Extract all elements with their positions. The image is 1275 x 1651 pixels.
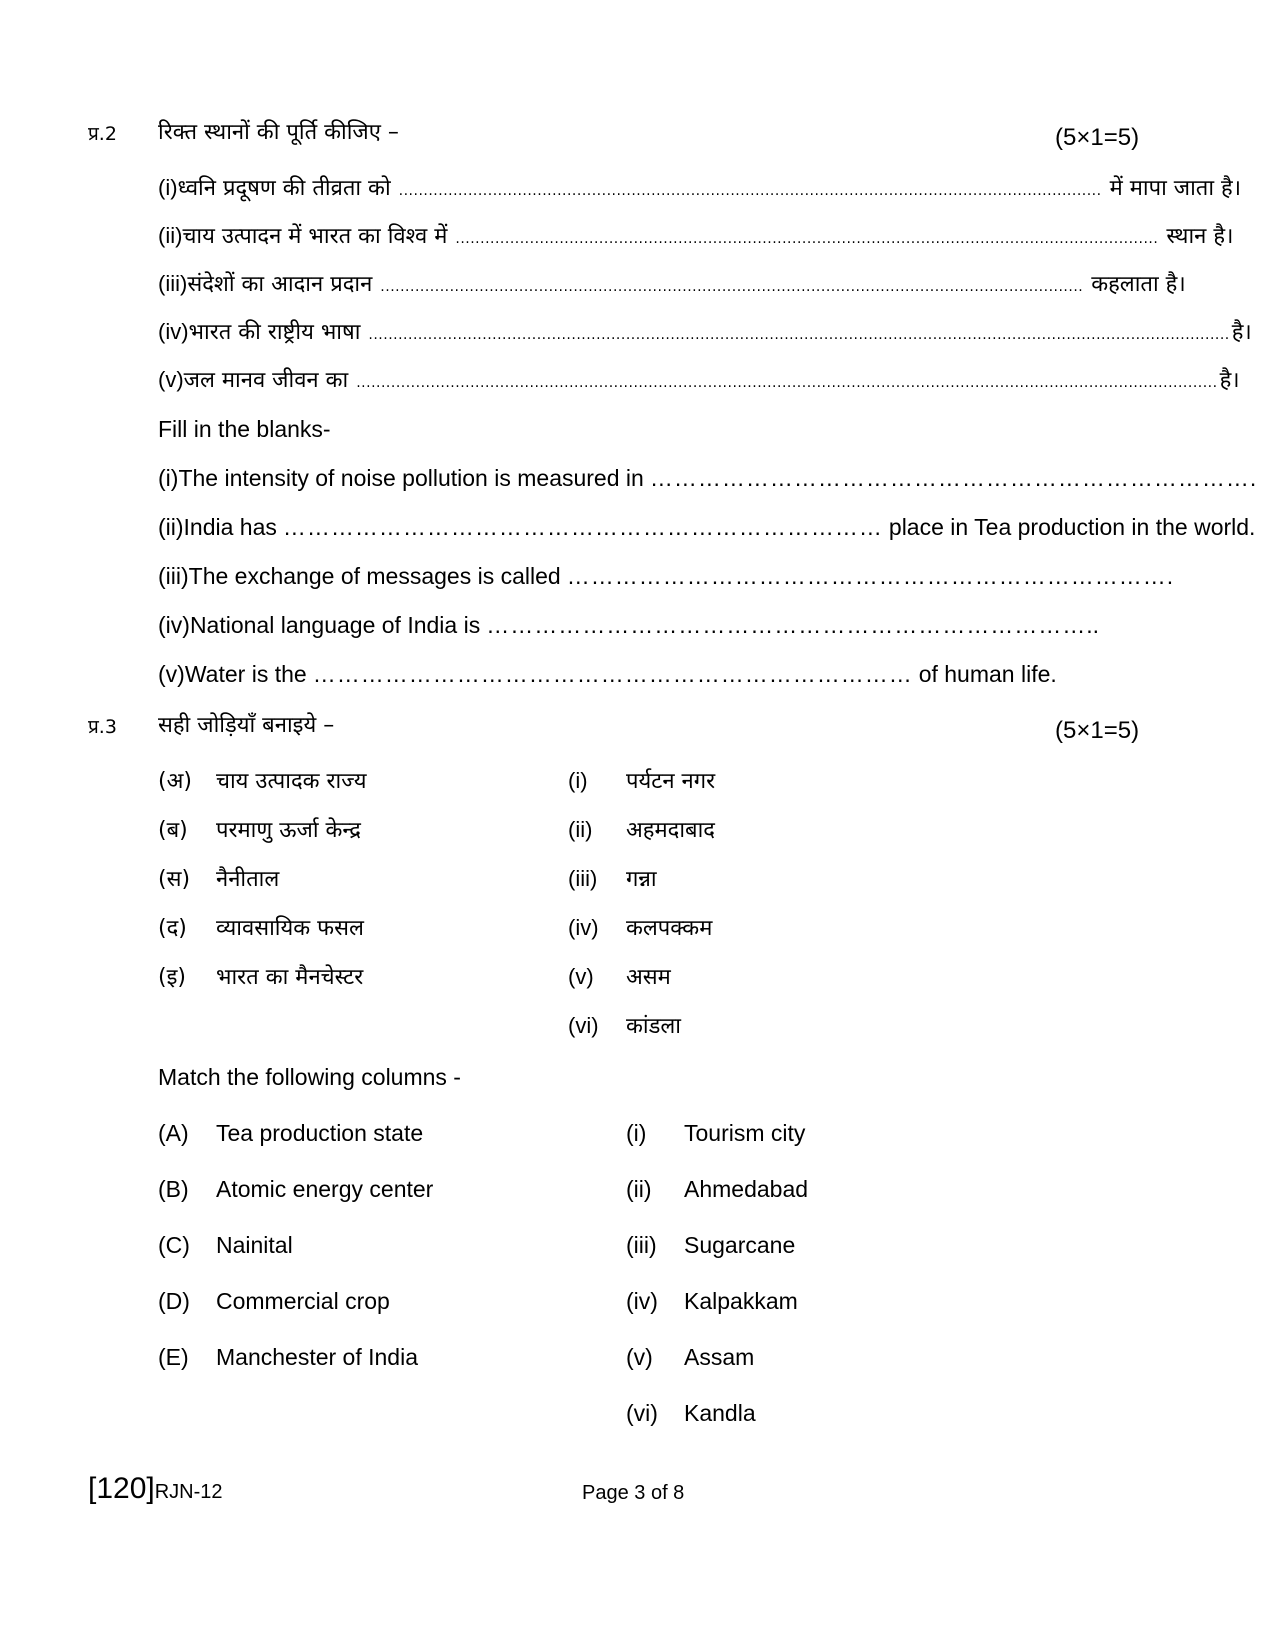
q2-number: प्र.2 xyxy=(88,123,117,145)
q2-hi-item xyxy=(158,364,1240,394)
match-right-hi-item xyxy=(568,863,657,893)
item-text-after: .. xyxy=(1086,612,1099,638)
q2-en-item xyxy=(158,612,1099,639)
blank-dots: ………………………………………………………………… xyxy=(282,514,883,540)
match-right-hi-item xyxy=(568,961,671,991)
item-number: (C) xyxy=(158,1232,190,1258)
item-number: (v) xyxy=(158,661,185,687)
item-number: (ब) xyxy=(158,818,188,843)
match-left-en-item xyxy=(158,1176,433,1203)
item-text: अहमदाबाद xyxy=(626,818,715,843)
item-text-before: India has xyxy=(183,514,277,540)
q2-hi-item xyxy=(158,220,1234,250)
item-number: (v) xyxy=(568,964,594,989)
match-left-hi-item xyxy=(158,863,279,893)
item-number: (v) xyxy=(626,1344,653,1370)
footer-code-small: RJN-12 xyxy=(154,1481,223,1503)
item-text-before: ध्वनि प्रदूषण की तीव्रता को xyxy=(177,176,391,201)
item-text: नैनीताल xyxy=(216,867,280,892)
item-text: पर्यटन नगर xyxy=(626,769,716,794)
item-number: (iv) xyxy=(158,319,189,344)
match-right-en-item xyxy=(626,1288,798,1315)
match-left-en-item xyxy=(158,1120,423,1147)
item-text-before: National language of India is xyxy=(189,612,481,638)
q3-number: प्र.3 xyxy=(88,716,117,738)
item-number: (ii) xyxy=(626,1176,652,1202)
item-text-after: है। xyxy=(1219,368,1240,393)
item-text-after: में मापा जाता है। xyxy=(1109,176,1242,201)
item-number: (iii) xyxy=(158,271,188,296)
item-text: परमाणु ऊर्जा केन्द्र xyxy=(216,818,361,843)
item-number: (vi) xyxy=(626,1400,658,1426)
q2-en-item xyxy=(158,661,1057,688)
item-text-before: संदेशों का आदान प्रदान xyxy=(187,272,373,297)
item-number: (iv) xyxy=(158,612,190,638)
item-text: व्यावसायिक फसल xyxy=(216,916,364,941)
item-text-after: of human life. xyxy=(918,661,1057,687)
item-text: Ahmedabad xyxy=(684,1176,809,1202)
item-text-after: स्थान है। xyxy=(1166,224,1234,249)
item-text-before: The intensity of noise pollution is measured in xyxy=(178,465,644,491)
item-text: Manchester of India xyxy=(216,1344,419,1370)
item-number: (iii) xyxy=(626,1232,657,1258)
blank-dots: ………………………………………………………………… xyxy=(486,612,1087,638)
blank-dots: ………………………………………………………………… xyxy=(649,465,1250,491)
q3-title-en: Match the following columns - xyxy=(158,1064,461,1090)
q2-title-en: Fill in the blanks- xyxy=(158,416,331,442)
item-number: (iv) xyxy=(568,915,599,940)
item-text-before: भारत की राष्ट्रीय भाषा xyxy=(188,320,361,345)
match-right-en-item xyxy=(626,1344,754,1371)
q2-en-item xyxy=(158,563,1174,590)
item-number: (स) xyxy=(158,867,191,892)
q3-title-hi: सही जोड़ियाँ बनाइये – xyxy=(158,713,335,738)
blank-dots: .............................................................................................................................................................................. xyxy=(368,327,1230,343)
item-text: Assam xyxy=(684,1344,755,1370)
match-left-en-item xyxy=(158,1288,390,1315)
item-number: (ii) xyxy=(568,817,593,842)
item-number: (A) xyxy=(158,1120,189,1146)
item-text-after: कहलाता है। xyxy=(1091,272,1186,297)
q2-marks: (5×1=5) xyxy=(1055,124,1140,151)
match-right-en-item xyxy=(626,1176,808,1203)
q2-en-item xyxy=(158,514,1256,541)
footer-code xyxy=(88,1472,223,1506)
match-right-en-item xyxy=(626,1400,756,1427)
item-text: कांडला xyxy=(626,1014,681,1039)
match-left-hi-item xyxy=(158,814,361,844)
match-left-en-item xyxy=(158,1232,293,1259)
match-right-hi-item xyxy=(568,765,715,795)
blank-dots: .............................................................................................................................................. xyxy=(380,279,1084,295)
item-number: (ii) xyxy=(158,514,184,540)
item-number: (i) xyxy=(568,768,588,793)
item-text: Tourism city xyxy=(684,1120,806,1146)
match-right-hi-item xyxy=(568,814,715,844)
item-text: Commercial crop xyxy=(216,1288,390,1314)
item-text-after: place in Tea production in the world. xyxy=(888,514,1256,540)
item-number: (iv) xyxy=(626,1288,658,1314)
item-number: (इ) xyxy=(158,965,186,990)
item-number: (D) xyxy=(158,1288,190,1314)
match-left-hi-item xyxy=(158,912,364,942)
match-left-hi-item xyxy=(158,961,363,991)
item-number: (E) xyxy=(158,1344,189,1370)
item-text: चाय उत्पादक राज्य xyxy=(216,769,367,794)
item-text: Tea production state xyxy=(216,1120,424,1146)
item-text: Atomic energy center xyxy=(216,1176,434,1202)
blank-dots: .............................................................................................................................................................................. xyxy=(356,375,1218,391)
match-right-hi-item xyxy=(568,912,712,942)
item-text-after: . xyxy=(1249,465,1257,491)
q2-hi-item xyxy=(158,172,1242,202)
footer-code-big: [120] xyxy=(88,1472,155,1505)
item-number: (i) xyxy=(626,1120,647,1146)
blank-dots: ………………………………………………………………… xyxy=(312,661,913,687)
item-number: (iii) xyxy=(158,563,189,589)
q3-marks: (5×1=5) xyxy=(1055,717,1140,744)
item-text: भारत का मैनचेस्टर xyxy=(216,965,364,990)
blank-dots: .............................................................................................................................................. xyxy=(455,231,1159,247)
item-number: (iii) xyxy=(568,866,598,891)
item-text: Nainital xyxy=(216,1232,293,1258)
item-text-before: जल मानव जीवन का xyxy=(183,368,349,393)
item-text: Kandla xyxy=(684,1400,756,1426)
item-number: (B) xyxy=(158,1176,189,1202)
item-text-before: Water is the xyxy=(184,661,307,687)
q2-hi-item xyxy=(158,268,1186,298)
item-number: (v) xyxy=(158,367,184,392)
item-text-after: है। xyxy=(1231,320,1252,345)
q2-en-item xyxy=(158,465,1257,492)
item-text: असम xyxy=(626,965,671,990)
item-text: Kalpakkam xyxy=(684,1288,798,1314)
item-number: (i) xyxy=(158,175,178,200)
match-right-en-item xyxy=(626,1232,795,1259)
item-number: (द) xyxy=(158,916,187,941)
item-number: (अ) xyxy=(158,769,192,794)
item-text-before: चाय उत्पादन में भारत का विश्व में xyxy=(182,224,448,249)
q2-hi-item xyxy=(158,316,1252,346)
item-text: कलपक्कम xyxy=(626,916,713,941)
match-right-hi-item xyxy=(568,1010,681,1040)
match-left-hi-item xyxy=(158,765,367,795)
item-text: गन्ना xyxy=(626,867,657,892)
page-number: Page 3 of 8 xyxy=(582,1482,685,1504)
item-number: (vi) xyxy=(568,1013,599,1038)
item-text-after: . xyxy=(1166,563,1174,589)
item-text: Sugarcane xyxy=(684,1232,796,1258)
blank-dots: .............................................................................................................................................. xyxy=(398,183,1102,199)
match-left-en-item xyxy=(158,1344,418,1371)
q2-title-hi: रिक्त स्थानों की पूर्ति कीजिए – xyxy=(158,120,399,145)
blank-dots: ………………………………………………………………… xyxy=(566,563,1167,589)
match-right-en-item xyxy=(626,1120,805,1147)
item-number: (ii) xyxy=(158,223,183,248)
item-number: (i) xyxy=(158,465,179,491)
item-text-before: The exchange of messages is called xyxy=(188,563,561,589)
